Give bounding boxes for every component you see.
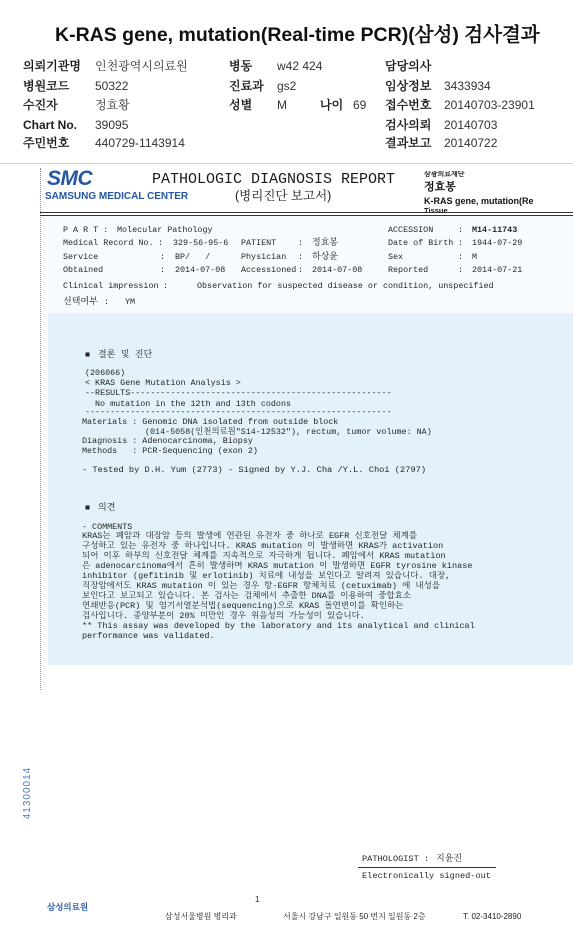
diagnosis-line: Diagnosis : Adenocarcinoma, Biopsy: [82, 436, 253, 446]
clinical-impression-label: Clinical impression: [63, 281, 159, 291]
separator: :: [458, 252, 464, 262]
stamp-specimen: Tissue: [424, 206, 448, 213]
receipt-no-label: 접수번호: [385, 98, 432, 112]
sex-value: M: [277, 98, 287, 112]
mrn-value: 329-56-95-6: [173, 238, 229, 248]
footer-address: 서울시 강남구 일원동 50 번지 일원동 2층: [283, 912, 426, 921]
materials-detail: (014-5058(인천의료원"S14-12532"), rectum, tumor volume: NA): [145, 427, 432, 437]
result-text: No mutation in the 12th and 13th codons: [95, 399, 292, 409]
chart-no-label: Chart No.: [23, 118, 77, 132]
chart-no-value: 39095: [95, 118, 129, 132]
physician-label: Physician: [241, 252, 287, 262]
comment-line: KRAS는 폐암과 대장암 등의 발생에 연관된 유전자 중 하나로 EGFR 신호전달 체계를: [82, 531, 418, 541]
stamp-test: K-RAS gene, mutation(Re: [424, 196, 534, 206]
separator: :: [158, 238, 164, 248]
report-date-value: 20140722: [444, 136, 498, 150]
ward-label: 병동: [229, 59, 253, 73]
obtained-value: 2014-07-08: [175, 265, 226, 275]
hospital-code-label: 병원코드: [23, 79, 70, 93]
comment-line: 검사입니다. 종양부분이 20% 미만인 경우 위음성의 가능성이 있습니다.: [82, 611, 365, 621]
sex-label: 성별: [229, 98, 253, 112]
report-patient-value: 정효봉: [312, 238, 339, 248]
comments-label: - COMMENTS: [82, 522, 133, 532]
opinion-heading: 의견: [98, 503, 116, 513]
materials-line: Materials : Genomic DNA isolated from outside block: [82, 417, 339, 427]
separator: :: [458, 265, 464, 275]
separator: :: [298, 265, 304, 275]
clinical-info-value: 3433934: [444, 79, 491, 93]
section-bullet-icon: ■: [85, 350, 91, 360]
rrn-value: 440729-1143914: [95, 136, 185, 150]
accessioned-value: 2014-07-08: [312, 265, 363, 275]
electronic-signoff: Electronically signed-out: [362, 871, 491, 881]
ward-value: w42 424: [277, 59, 323, 73]
separator: :: [298, 238, 304, 248]
patient-value: 정효황: [95, 98, 130, 112]
selection-label: 선택여부: [63, 297, 98, 307]
separator: :: [160, 265, 166, 275]
header-rule-bottom: [40, 215, 573, 216]
signature-rule: [358, 867, 496, 868]
comment-line: inhibitor (gefitinib 및 erlotinib) 치료에 내성을 보인다고 알려져 있습니다. 대장,: [82, 571, 451, 581]
methods-line: Methods : PCR-Sequencing (exon 2): [82, 446, 258, 456]
scan-left-edge: [40, 168, 41, 690]
page-number: 1: [255, 895, 260, 904]
comment-line: 보인다고 보고되고 있습니다. 본 검사는 검체에서 추출한 DNA를 이용하여 중합효소: [82, 591, 412, 601]
test-code: (206066): [85, 368, 126, 378]
pathologist-label: PATHOLOGIST :: [362, 854, 430, 864]
report-sex-value: M: [472, 252, 478, 262]
age-value: 69: [353, 98, 367, 112]
service-value: BP/ /: [175, 252, 211, 262]
age-label: 나이: [320, 98, 344, 112]
receipt-no-value: 20140703-23901: [444, 98, 535, 112]
page-title: K-RAS gene, mutation(Real-time PCR)(삼성) 검사결과: [55, 24, 540, 46]
institution-label: 의뢰기관명: [23, 59, 81, 73]
separator: :: [458, 238, 464, 248]
physician-value: 하상윤: [312, 252, 339, 262]
clinical-info-label: 임상정보: [385, 79, 432, 93]
report-sex-label: Sex: [388, 252, 404, 262]
report-heading: PATHOLOGIC DIAGNOSIS REPORT: [152, 171, 396, 188]
mrn-label: Medical Record No.: [63, 238, 154, 248]
side-document-number: 41300014: [22, 766, 33, 820]
separator: :: [104, 297, 110, 307]
separator: :: [458, 225, 464, 235]
report-date-label: 결과보고: [385, 136, 432, 150]
selection-value: YM: [125, 297, 136, 307]
comment-line: ** This assay was developed by the laboratory and its analytical and clinical: [82, 621, 475, 631]
header-rule-top: [40, 212, 573, 213]
reported-label: Reported: [388, 265, 429, 275]
footer-department: 삼성서울병원 병리과: [165, 912, 237, 921]
accessioned-label: Accessioned: [241, 265, 297, 275]
results-rule: --RESULTS----------------------------------------------------: [85, 388, 392, 398]
analysis-title: < KRAS Gene Mutation Analysis >: [85, 378, 241, 388]
comment-line: 직장암에서도 KRAS mutation 이 있는 경우 항-EGFR 항체치료 (cetuximab) 에 내성을: [82, 581, 441, 591]
rrn-label: 주민번호: [23, 136, 70, 150]
institution-value: 인천광역시의료원: [95, 59, 188, 73]
dept-label: 진료과: [229, 79, 264, 93]
accession-value: M14-11743: [472, 225, 518, 235]
section-bullet-icon: ■: [85, 503, 91, 513]
smc-logo: SMC: [47, 167, 93, 190]
pathologist-name: 지윤진: [436, 854, 463, 864]
comment-line: performance was validated.: [82, 631, 215, 641]
comment-line: 구성하고 있는 유전자 중 하나입니다. KRAS mutation 이 발생하면 KRAS가 activation: [82, 541, 444, 551]
dob-label: Date of Birth: [388, 238, 454, 248]
org-name: SAMSUNG MEDICAL CENTER: [45, 191, 189, 202]
request-date-label: 검사의뢰: [385, 118, 432, 132]
stamp-lab: 삼광의료재단: [424, 171, 465, 178]
comment-line: 연쇄반응(PCR) 및 염기서열분석법(sequencing)으로 KRAS 돌연변이를 확인하는: [82, 601, 404, 611]
clinical-impression-value: Observation for suspected disease or condition, unspecified: [197, 281, 494, 291]
request-date-value: 20140703: [444, 118, 498, 132]
hospital-code-value: 50322: [95, 79, 129, 93]
comment-line: 은 adenocarcinoma에서 흔히 발생하며 KRAS mutation 이 발생하면 EGFR tyrosine kinase: [82, 561, 473, 571]
separator: :: [163, 281, 169, 291]
report-patient-label: PATIENT: [241, 238, 277, 248]
signature-line: - Tested by D.H. Yum (2773) - Signed by Y.J. Cha /Y.L. Choi (2797): [82, 465, 427, 475]
separator: :: [298, 252, 304, 262]
conclusion-heading: 결론 및 진단: [98, 350, 153, 360]
obtained-label: Obtained: [63, 265, 104, 275]
dept-value: gs2: [277, 79, 297, 93]
part-value: Molecular Pathology: [117, 225, 213, 235]
stamp-patient: 정효봉: [424, 181, 456, 193]
comment-line: 되어 이후 하부의 신호전달 체계를 지속적으로 자극하게 됩니다. 폐암에서 KRAS mutation: [82, 551, 446, 561]
patient-label: 수진자: [23, 98, 58, 112]
dob-value: 1944-07-29: [472, 238, 523, 248]
footer-phone: T. 02-3410-2890: [463, 912, 522, 921]
accession-label: ACCESSION: [388, 225, 434, 235]
doctor-label: 담당의사: [385, 59, 432, 73]
separator: :: [160, 252, 166, 262]
report-heading-ko: (병리진단 보고서): [235, 189, 332, 203]
part-label: P A R T :: [63, 225, 109, 235]
results-end-rule: -------------------------------------------------------------: [85, 407, 392, 417]
service-label: Service: [63, 252, 99, 262]
footer-brand: 삼성의료원: [47, 902, 89, 912]
reported-value: 2014-07-21: [472, 265, 523, 275]
